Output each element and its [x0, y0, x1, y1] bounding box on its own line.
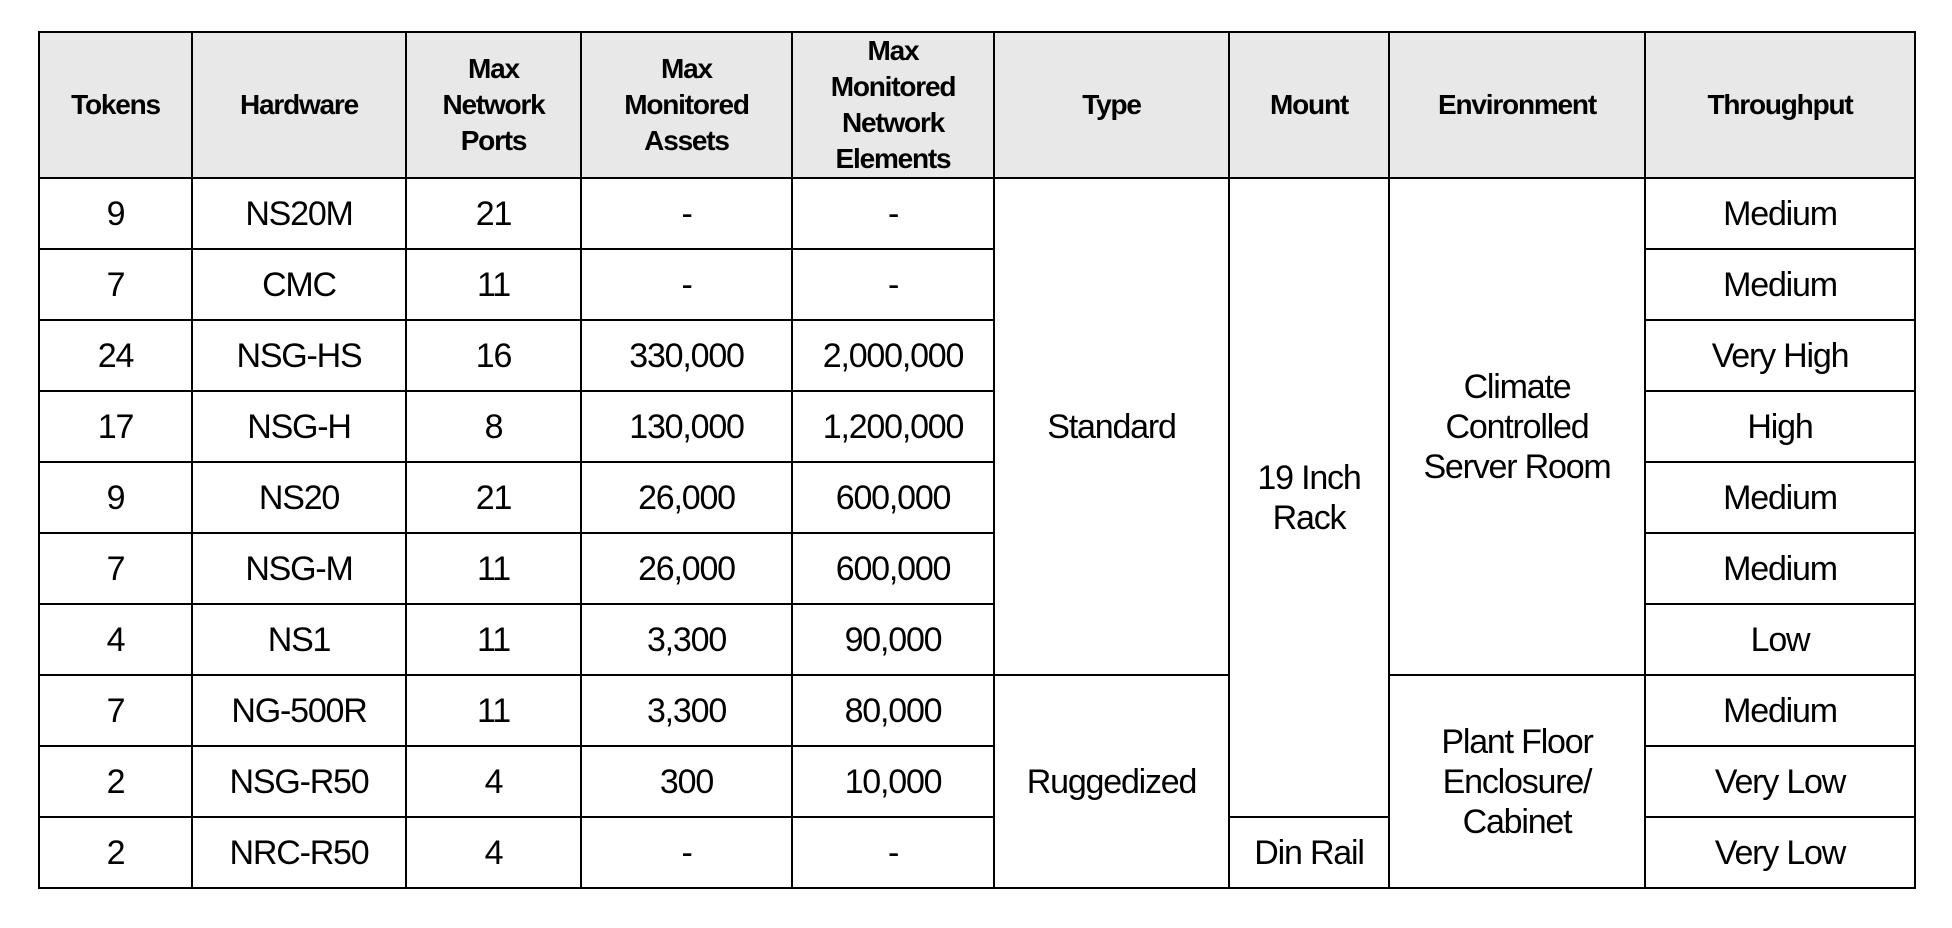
cell-tokens: 9 — [39, 178, 192, 249]
cell-ports: 4 — [406, 746, 581, 817]
cell-hardware: NG-500R — [192, 675, 406, 746]
cell-tokens: 4 — [39, 604, 192, 675]
cell-assets: 26,000 — [581, 533, 792, 604]
cell-assets: 330,000 — [581, 320, 792, 391]
cell-tokens: 24 — [39, 320, 192, 391]
cell-environment-plant-floor: Plant Floor Enclosure/ Cabinet — [1389, 675, 1645, 888]
table-body — [39, 178, 1915, 888]
header-mount: Mount — [1229, 32, 1389, 178]
cell-assets: 26,000 — [581, 462, 792, 533]
cell-hardware: NS20 — [192, 462, 406, 533]
cell-ports: 4 — [406, 817, 581, 888]
cell-elements: 2,000,000 — [792, 320, 994, 391]
cell-tokens: 2 — [39, 746, 192, 817]
cell-tokens: 7 — [39, 249, 192, 320]
cell-ports: 11 — [406, 604, 581, 675]
cell-throughput: Medium — [1645, 675, 1915, 746]
cell-ports: 16 — [406, 320, 581, 391]
cell-type-standard: Standard — [994, 178, 1229, 675]
header-max-network-ports: Max Network Ports — [406, 32, 581, 178]
table-row — [39, 178, 1915, 249]
cell-hardware: NS20M — [192, 178, 406, 249]
cell-throughput: Medium — [1645, 462, 1915, 533]
cell-ports: 8 — [406, 391, 581, 462]
cell-ports: 21 — [406, 462, 581, 533]
cell-throughput: Medium — [1645, 178, 1915, 249]
cell-assets: 3,300 — [581, 675, 792, 746]
cell-elements: 1,200,000 — [792, 391, 994, 462]
cell-hardware: NSG-R50 — [192, 746, 406, 817]
hardware-table — [38, 31, 1916, 889]
cell-throughput: Very Low — [1645, 817, 1915, 888]
header-row — [39, 32, 1915, 178]
cell-throughput: Medium — [1645, 533, 1915, 604]
cell-elements: 10,000 — [792, 746, 994, 817]
cell-assets: - — [581, 249, 792, 320]
cell-throughput: Very High — [1645, 320, 1915, 391]
cell-assets: 300 — [581, 746, 792, 817]
cell-throughput: Low — [1645, 604, 1915, 675]
cell-ports: 11 — [406, 249, 581, 320]
cell-elements: 90,000 — [792, 604, 994, 675]
cell-elements: 600,000 — [792, 462, 994, 533]
header-throughput: Throughput — [1645, 32, 1915, 178]
cell-elements: 80,000 — [792, 675, 994, 746]
cell-assets: 3,300 — [581, 604, 792, 675]
cell-tokens: 2 — [39, 817, 192, 888]
cell-assets: 130,000 — [581, 391, 792, 462]
table-header — [39, 32, 1915, 178]
cell-mount-din-rail: Din Rail — [1229, 817, 1389, 888]
cell-tokens: 17 — [39, 391, 192, 462]
header-hardware: Hardware — [192, 32, 406, 178]
cell-type-ruggedized: Ruggedized — [994, 675, 1229, 888]
cell-ports: 11 — [406, 533, 581, 604]
cell-throughput: High — [1645, 391, 1915, 462]
header-tokens: Tokens — [39, 32, 192, 178]
cell-assets: - — [581, 178, 792, 249]
cell-hardware: NSG-M — [192, 533, 406, 604]
cell-throughput: Medium — [1645, 249, 1915, 320]
cell-ports: 21 — [406, 178, 581, 249]
cell-hardware: NSG-HS — [192, 320, 406, 391]
table-row — [39, 675, 1915, 746]
cell-elements: - — [792, 178, 994, 249]
cell-tokens: 7 — [39, 533, 192, 604]
cell-ports: 11 — [406, 675, 581, 746]
cell-elements: - — [792, 249, 994, 320]
header-max-monitored-assets: Max Monitored Assets — [581, 32, 792, 178]
cell-tokens: 7 — [39, 675, 192, 746]
cell-environment-server-room: Climate Controlled Server Room — [1389, 178, 1645, 675]
cell-hardware: NS1 — [192, 604, 406, 675]
cell-throughput: Very Low — [1645, 746, 1915, 817]
cell-assets: - — [581, 817, 792, 888]
hardware-table-container — [38, 31, 1916, 889]
cell-mount-rack: 19 Inch Rack — [1229, 178, 1389, 817]
header-max-monitored-network-elements: Max Monitored Network Elements — [792, 32, 994, 178]
cell-hardware: NRC-R50 — [192, 817, 406, 888]
cell-elements: 600,000 — [792, 533, 994, 604]
header-type: Type — [994, 32, 1229, 178]
cell-elements: - — [792, 817, 994, 888]
cell-tokens: 9 — [39, 462, 192, 533]
cell-hardware: CMC — [192, 249, 406, 320]
cell-hardware: NSG-H — [192, 391, 406, 462]
header-environment: Environment — [1389, 32, 1645, 178]
